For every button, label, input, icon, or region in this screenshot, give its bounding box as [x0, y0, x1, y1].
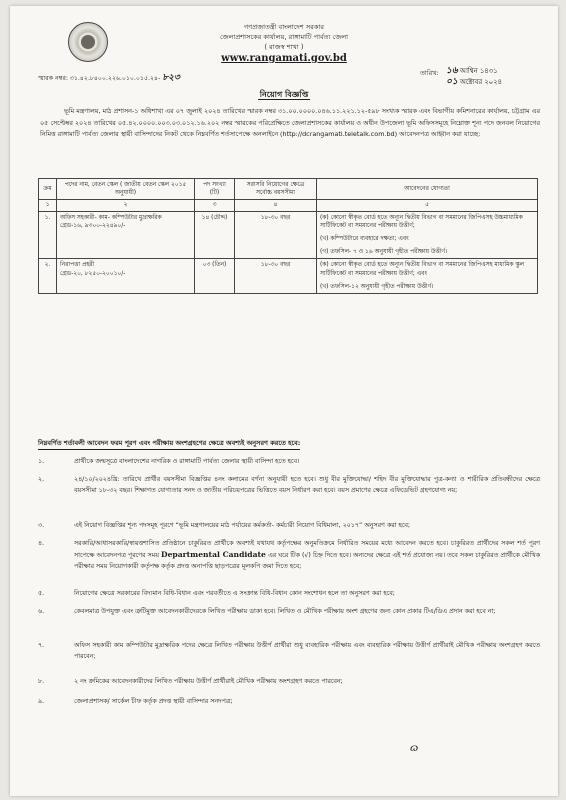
condition-item [38, 676, 540, 687]
table-row [39, 259, 538, 294]
row-qualification [317, 259, 538, 294]
condition-text-main: সরকারি/আধাসরকারি/স্বায়ত্তশাসিত প্রতিষ্ঠানে চাকুরিরত প্রার্থীকে অবশ্যই যথাযথ কর্তৃপক্ষের অনুমতিক্রমে নির্ধারিত সময়ের মধ্যে আবেদন করতে হবে। চাকুরিরত প্রার্থীদের সকল শর্ত পূরণ সাপেক্ষে আবেদনপত্র পূরণের সময় [74, 540, 540, 559]
signature-mark: ɷ [410, 743, 419, 754]
date-bangla-hand: ১৬ [446, 66, 458, 76]
table-header-row [39, 179, 538, 200]
qualification-c: (গ) তফসিল- ৭ ও ১৬ অনুযায়ী গৃহীত পরীক্ষায় উত্তীর্ণ। [320, 249, 448, 256]
condition-text: অফিস সহকারী কাম কম্পিউটার মুদ্রাক্ষরিক পদের ক্ষেত্রে লিখিত পরীক্ষায় উত্তীর্ণ প্রার্থীরা শুধু ব্যবহারিক পরীক্ষায় এবং ব্যবহারিক পরীক্ষায় উত্তীর্ণ প্রার্থীরাই মৌখিক পরীক্ষায় অংশগ্রহণ করতে পারবেন; [74, 642, 540, 660]
condition-text: এই নিয়োগ বিজ্ঞপ্তির শূন্য পদসমূহ পূরণে “ভূমি মন্ত্রণালয়ের মাঠ পর্যায়ের কর্মকর্তা- কর্মচারী নিয়োগ বিধিমালা, ২০১৭” অনুসরণ করা হবে; [74, 522, 411, 529]
col-number: ২ [57, 200, 195, 211]
condition-number: ৬. [38, 608, 45, 615]
post-grade: গ্রেড-১৬, ৯৩০০-২২৪৯০/- [60, 222, 126, 229]
conditions-heading: নিম্নবর্ণিত শর্তাবলী আবেদন ফরম পূরণ এবং পরীক্ষায় অংশগ্রহণের ক্ষেত্রে অবশ্যই অনুসরণ করতে হবে: [38, 438, 300, 450]
row-age: ১৮-৩০ বছর [235, 211, 317, 259]
condition-text: নিয়োগের ক্ষেত্রে সরকারের বিদ্যমান বিধি-বিধান এবং পরবর্তীতে এ সংক্রান্ত বিধি-বিধান কোন সংশোধন হলে তা অনুসরণ করা হবে; [74, 590, 395, 597]
condition-number: ১. [38, 458, 45, 465]
condition-item [38, 606, 540, 617]
condition-number: ৫. [38, 590, 45, 597]
header-branch: ( রাজস্ব শাখা ) [264, 43, 304, 51]
condition-item [38, 696, 540, 707]
condition-number: ৪. [38, 540, 45, 547]
page-title: নিয়োগ বিজ্ঞপ্তি [259, 90, 309, 99]
date-english [446, 74, 502, 89]
condition-text: ২৪/১০/২০২৪খ্রি: তারিখে প্রার্থীর বয়সসীমা বিজ্ঞপ্তির ৪নং কলামের বর্ণনা অনুযায়ী হতে হবে। শুধু বীর মুক্তিযোদ্ধা/ শহিদ বীর মুক্তিযোদ্ধার পুত্র-কন্যা ও শারীরিক প্রতিবন্ধীদের ক্ষেত্রে বয়সসীমা ১৮-৩২ বছর। শিক্ষাগত যোগ্যতার সনদ ও জাতীয় পরিচয়পত্রের ভিত্তিতে বয়স নির্ধারণ করা হবে। বয়স প্রমাণের ক্ষেত্রে এফিডেভিট গ্রহণযোগ্য নয়; [74, 476, 540, 494]
condition-text: জেলাপ্রশাসক/ সার্কেল চীফ কর্তৃক প্রদত্ত স্থায়ী বাসিন্দার সনদপত্র; [74, 698, 233, 705]
qualification-a: (ক) কোনো স্বীকৃত বোর্ড হতে অন্যূন দ্বিতীয় বিভাগ বা সমমানের জিপিএসহ মাধ্যমিক স্কুল সার্টিফিকেট বা সমমানের পরীক্ষায় উত্তীর্ণ; এবং [320, 262, 524, 277]
date-english-hand: ০১ [446, 77, 458, 87]
condition-text: ২ নং ক্রমিকের আবেদনকারীদের লিখিত পরীক্ষায় উত্তীর্ণ প্রার্থীরাই মৌখিক পরীক্ষায় অংশগ্রহণ করতে পারবেন; [74, 678, 343, 685]
header-office: জেলাপ্রশাসকের কার্যালয়, রাঙ্গামাটি পার্বত্য জেলা [219, 33, 349, 41]
table-number-row [39, 200, 538, 211]
date-bangla-rest: আশ্বিন ১৪৩১ [459, 67, 498, 75]
condition-item [38, 456, 540, 467]
row-qualification [317, 211, 538, 259]
post-grade: গ্রেড-২০, ৮২৫০-২০০১০/- [60, 270, 126, 277]
condition-text: প্রার্থীকে জন্মসূত্রে বাংলাদেশের নাগরিক ও রাঙ্গামাটি পার্বত্য জেলার স্থায়ী বাসিন্দা হতে হবে। [74, 458, 300, 465]
date-label: তারিখ: [420, 69, 439, 77]
row-post [57, 259, 195, 294]
website-link[interactable]: www.rangamati.gov.bd [221, 53, 347, 64]
condition-number: ৩. [38, 522, 45, 529]
post-name: নিরাপত্তা প্রহরী [60, 262, 95, 269]
memo-label: স্মারক নম্বর: ৩১.৪২.৮৪০০.২২৬.০১০.০১৫.২৪- [38, 75, 161, 82]
memo-handwritten-number: ৮২৩ [162, 73, 180, 83]
condition-number: ৯. [38, 698, 45, 705]
memo-number [38, 70, 180, 85]
condition-number: ২. [38, 476, 45, 483]
col-number: ৩ [195, 200, 235, 211]
qualification-b: (খ) তফসিল-১২ অনুযায়ী গৃহীত পরীক্ষায় উত্তীর্ণ। [320, 283, 434, 290]
header-post: পদের নাম, বেতন স্কেল ( জাতীয় বেতন স্কেল ২০১৫ অনুযায়ী) [57, 179, 195, 200]
intro-paragraph: ভূমি মন্ত্রণালয়, মাঠ প্রশাসন-১ অধিশাখা এর ০৭ জুলাই ২০২৪ তারিখের স্মারক নম্বর ৩১.০০.০০০০.০৪৬.১১.২২১.১২-৫৯৮ সংখ্যক স্মারক এবং বিভাগীয় কমিশনারের কার্যালয়, চট্টগ্রাম এর ০৫ সেপ্টেম্বর ২০২৪ তারিখের ০৫.৪২.০০০০.০০৩.০৩.০১২.১৬.২০২ নম্বর স্মারকের পরিপ্রেক্ষিতে জেলাপ্রশাসকের কার্যালয় ও অধীন উপজেলা ভূমি অফিসসমূহে নিম্নোক্ত শূন্য পদে জনবল নিয়োগের নিমিত্ত রাঙ্গামাটি পার্বত্য জেলার স্থায়ী বাসিন্দাদের নিকট থেকে নিম্নবর্ণিত শর্তসাপেক্ষে অনলাইনে (http://dcrangamati.teletalk.com.bd) আবেদনপত্র আহ্বান করা যাচ্ছে: [40, 107, 540, 139]
qualification-a: (ক) কোনো স্বীকৃত বোর্ড হতে অন্যূন দ্বিতীয় বিভাগ বা সমমানের জিপিএসহ উচ্চমাধ্যমিক সার্টিফিকেট বা সমমানের পরীক্ষায় উত্তীর্ণ; [320, 214, 523, 229]
condition-item [38, 640, 540, 662]
col-number: ১ [39, 200, 57, 211]
condition-item [38, 538, 540, 572]
col-number: ৪ [235, 200, 317, 211]
row-count: ১৪ (চৌদ্দ) [195, 211, 235, 259]
condition-text-tail: এর ঘরে টিক (√) চিহ্ন দিতে হবে। অন্যদের ক্ষেত্রে এই শর্ত প্রযোজ্য নয়। তবে সকল চাকুরিরত প্রার্থীকে মৌখিক পরীক্ষার সময় নিয়োগকারী কর্তৃপক্ষ কর্তৃক প্রদত্ত অনাপত্তি ছাড়পত্রের মূলকপি জমা দিতে হবে; [74, 552, 540, 570]
row-post [57, 211, 195, 259]
condition-item [38, 474, 540, 496]
condition-item [38, 588, 540, 599]
condition-number: ৮. [38, 678, 45, 685]
table-row [39, 211, 538, 259]
row-serial: ২. [39, 259, 57, 294]
header-serial: ক্রম [39, 179, 57, 200]
row-serial: ১. [39, 211, 57, 259]
condition-item [38, 520, 540, 531]
post-name: অফিস সহকারী- কাম- কম্পিউটার মুদ্রাক্ষরিক [60, 214, 162, 221]
condition-number: ৭. [38, 642, 45, 649]
col-number: ৫ [317, 200, 538, 211]
header-age: সরাসরি নিয়োগের ক্ষেত্রে সর্বোচ্চ বয়সসীমা [235, 179, 317, 200]
header-qualification: আবেদনের যোগ্যতা [317, 179, 538, 200]
header-count: পদ সংখ্যা (টি) [195, 179, 235, 200]
notice-page [10, 6, 558, 796]
date-english-rest: অক্টোবর ২০২৪ [459, 78, 502, 86]
row-count: ০৩ (তিন) [195, 259, 235, 294]
departmental-candidate-label: Departmental Candidate [161, 550, 266, 559]
header-government: গণপ্রজাতন্ত্রী বাংলাদেশ সরকার [243, 23, 325, 31]
vacancy-table [38, 178, 538, 294]
condition-text: কেবলমাত্র উপযুক্ত এবং ত্রুটিমুক্ত আবেদনকারীদেরকে লিখিত পরীক্ষায় ডাকা হবে। লিখিত ও মৌখিক পরীক্ষায় অংশ গ্রহণের জন্য কোন প্রকার টিএ/ডিএ প্রদান করা হবে না; [74, 608, 496, 615]
qualification-b: (খ) কম্পিউটারে ব্যবহারে দক্ষতা; এবং [320, 236, 409, 243]
condition-text [74, 538, 540, 572]
row-age: ১৮-৩০ বছর [235, 259, 317, 294]
